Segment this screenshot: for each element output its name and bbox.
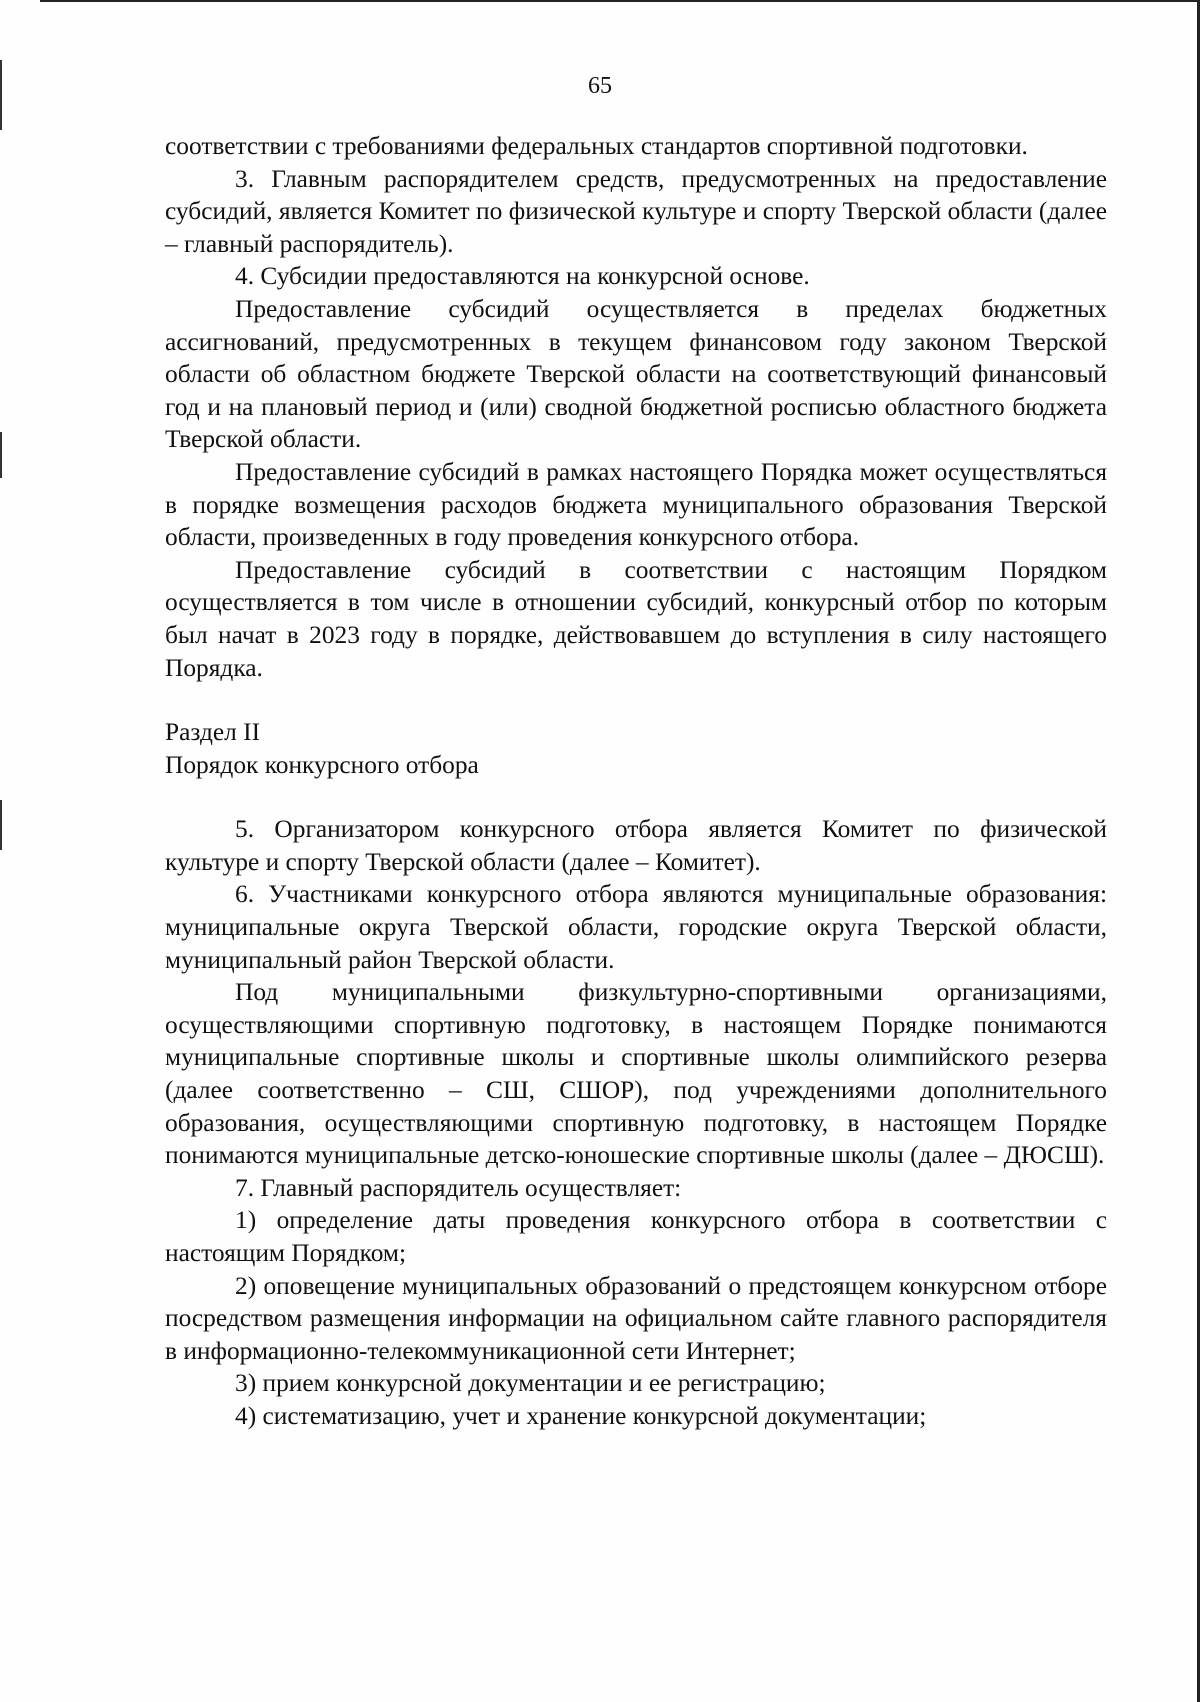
paragraph: 4. Субсидии предоставляются на конкурсной основе. [235, 262, 810, 291]
paragraph: 3) прием конкурсной документации и ее регистрацию; [235, 1369, 826, 1398]
paragraph: 4) систематизацию, учет и хранение конкурсной документации; [235, 1401, 927, 1430]
paragraph: 2) оповещение муниципальных образований о предстоящем конкурсном отборе посредством размещения информации на официальном сайте главного распорядителя в информационно-телекоммуникационной сети Интернет; [165, 1271, 1107, 1365]
paragraph: Под муниципальными физкультурно-спортивными организациями, осуществляющими спортивную подготовку, в настоящем Порядке понимаются муниципальные спортивные школы и спортивные школы олимпийского резерва (далее соответственно – СШ, СШОР), под учреждениями дополнительного образования, осуществляющими спортивную подготовку, в настоящем Порядке понимаются муниципальные детско-юношеские спортивные школы (далее – ДЮСШ). [165, 978, 1107, 1170]
scan-mark [0, 432, 2, 478]
paragraph: 1) определение даты проведения конкурсного отбора в соответствии с настоящим Порядком; [165, 1206, 1107, 1267]
paragraph: 7. Главный распорядитель осуществляет: [235, 1173, 682, 1202]
paragraph: Предоставление субсидий в соответствии с настоящим Порядком осуществляется в том числе в отношении субсидий, конкурсный отбор по которым был начат в 2023 году в порядке, действовавшем до вступления в силу настоящего Порядка. [165, 555, 1107, 682]
section-title: Порядок конкурсного отбора [165, 750, 479, 779]
paragraphs-after-section [165, 813, 1107, 1432]
paragraphs-before-section [165, 130, 1107, 684]
paragraph: соответствии с требованиями федеральных стандартов спортивной подготовки. [165, 132, 1028, 160]
scan-mark [0, 800, 2, 850]
paragraph: 5. Организатором конкурсного отбора является Комитет по физической культуре и спорту Тверской области (далее – Комитет). [165, 815, 1107, 876]
paragraph: Предоставление субсидий осуществляется в пределах бюджетных ассигнований, предусмотренных в текущем финансовом году законом Тверской области об областном бюджете Тверской области на соответствующий финансовый год и на плановый период и (или) сводной бюджетной росписью областного бюджета Тверской области. [165, 294, 1107, 454]
scan-edge-top [40, 0, 1200, 2]
page-number: 65 [588, 73, 612, 99]
section-heading [165, 716, 1107, 781]
paragraph: 3. Главным распорядителем средств, предусмотренных на предоставление субсидий, является Комитет по физической культуре и спорту Тверской области (далее – главный распорядитель). [165, 164, 1107, 258]
section-label: Раздел II [165, 718, 261, 747]
paragraph: 6. Участниками конкурсного отбора являются муниципальные образования: муниципальные округа Тверской области, городские округа Тверской области, муниципальный район Тверской области. [165, 880, 1107, 974]
paragraph: Предоставление субсидий в рамках настоящего Порядка может осуществляться в порядке возмещения расходов бюджета муниципального образования Тверской области, произведенных в году проведения конкурсного отбора. [165, 457, 1107, 552]
document-body [165, 130, 1107, 1433]
